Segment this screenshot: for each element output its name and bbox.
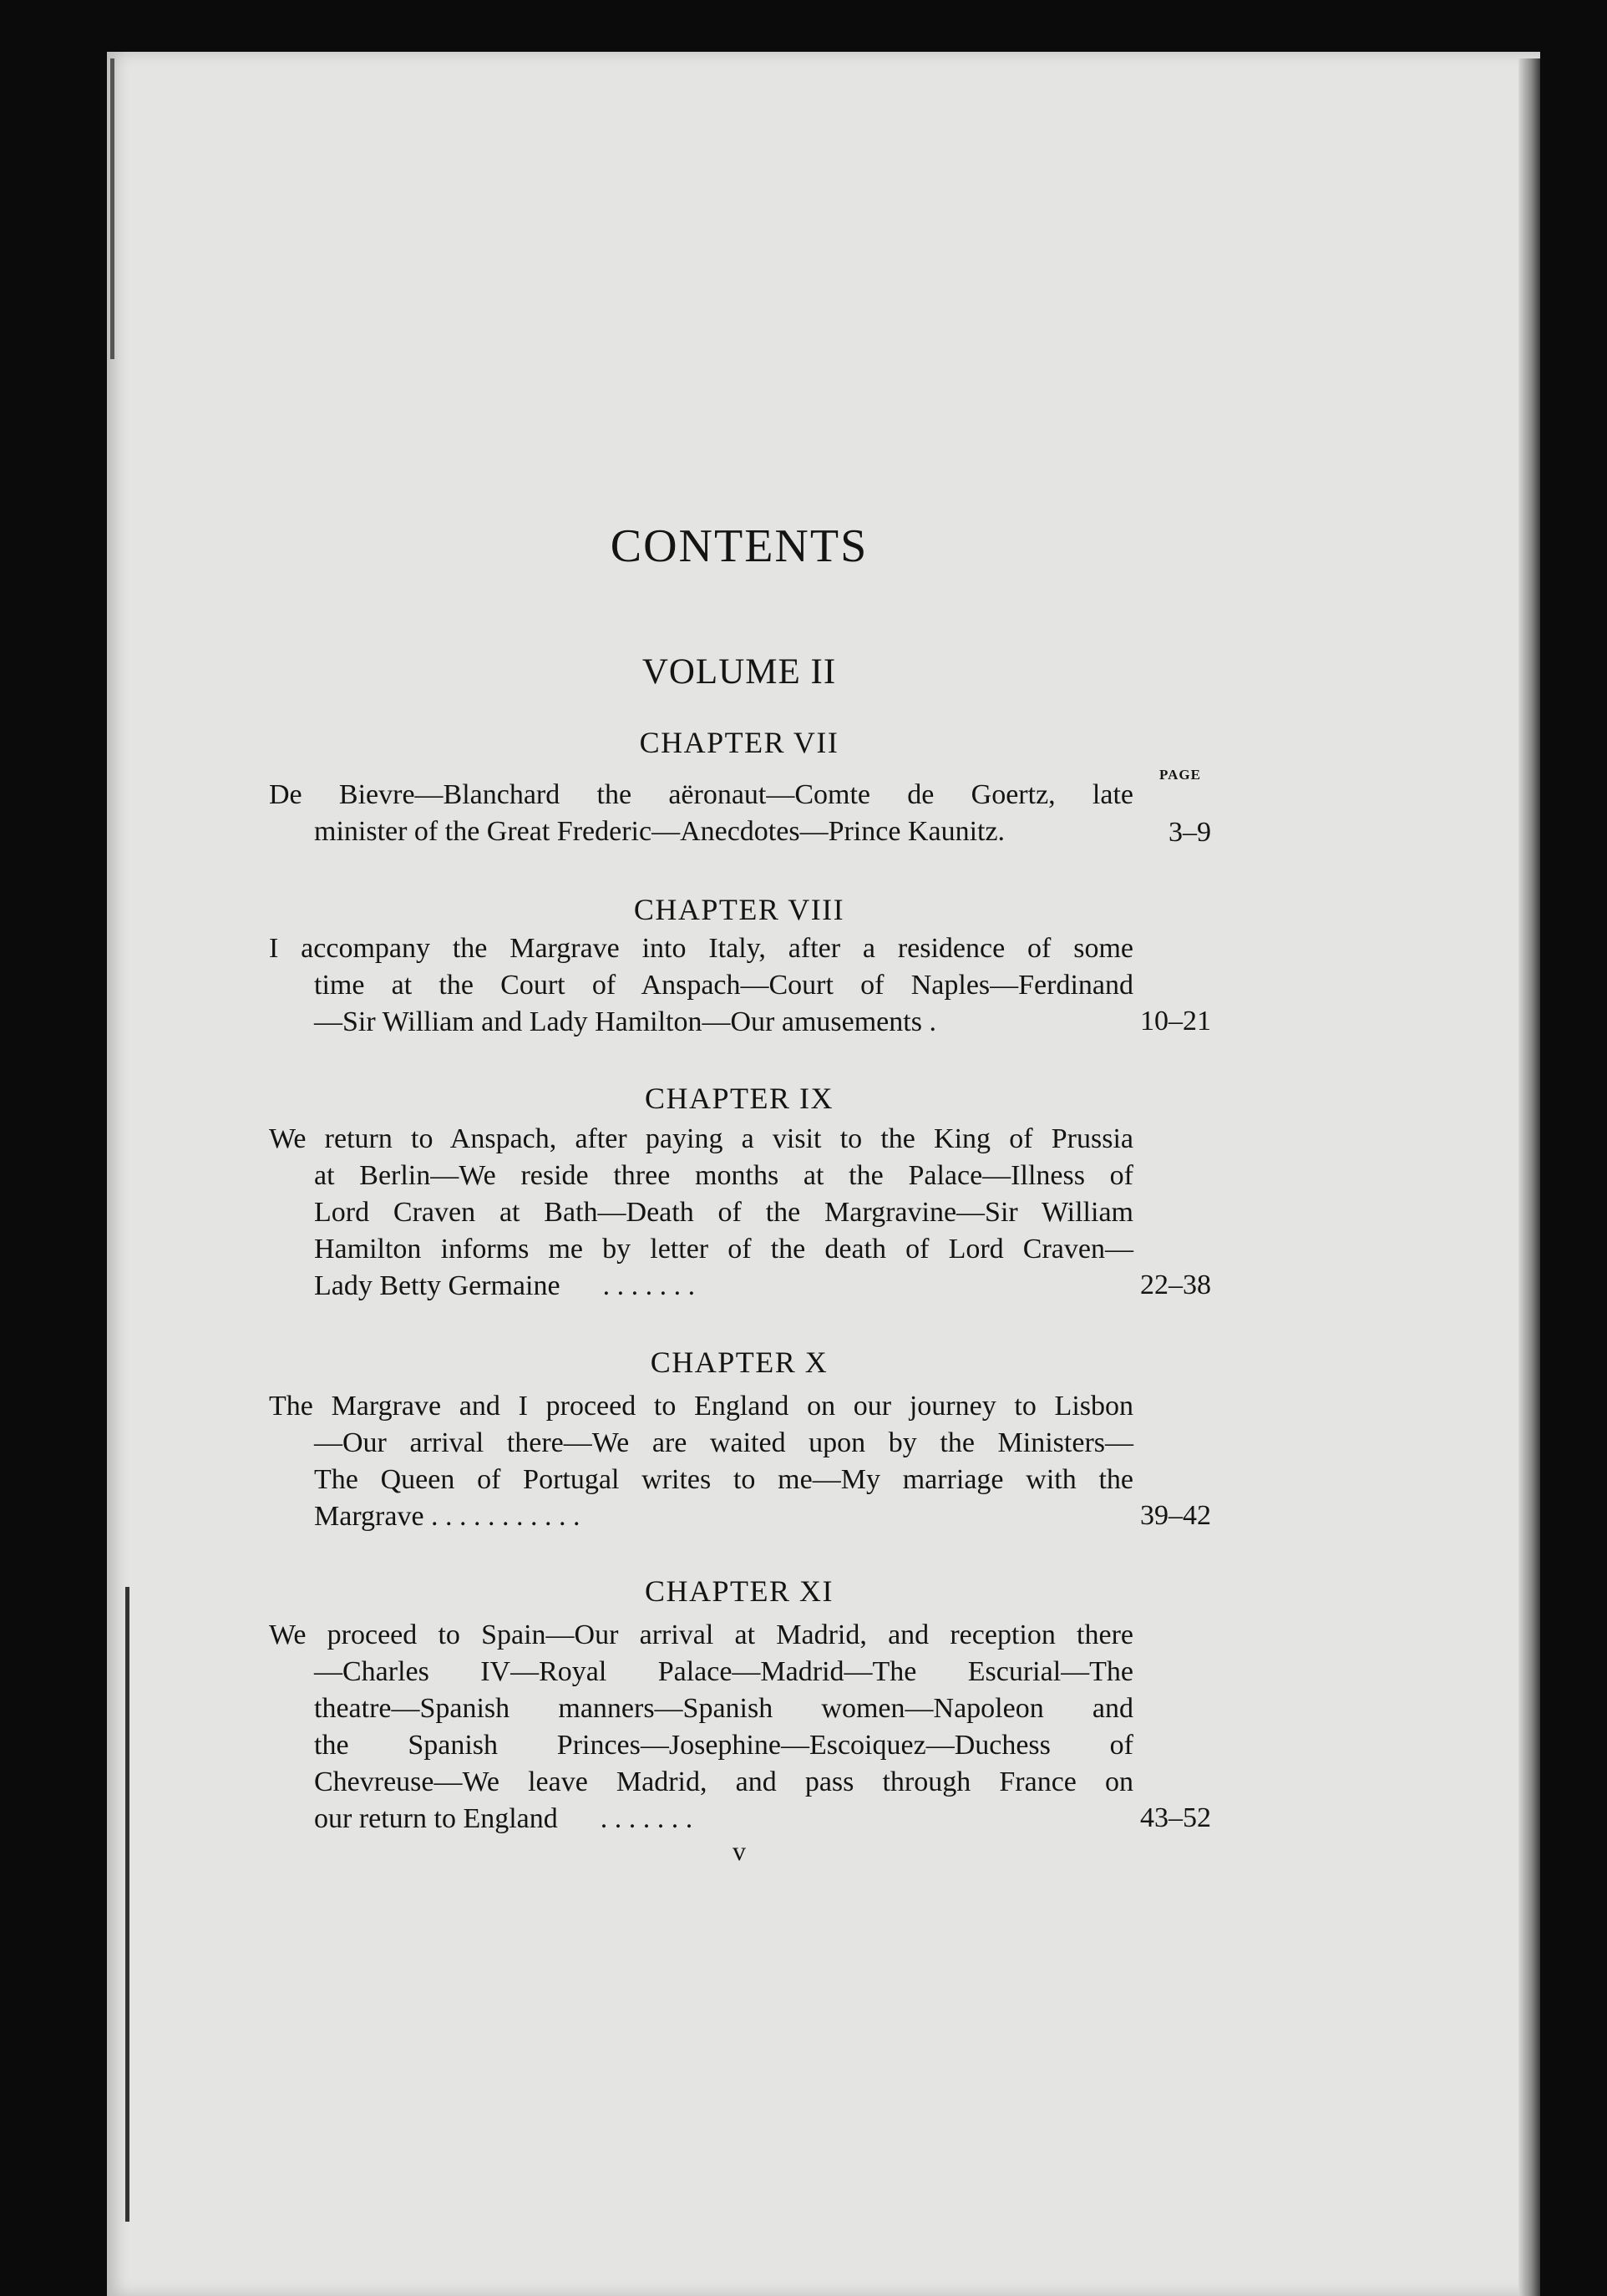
dot-leader: . . . . . . . [602,1270,696,1301]
chapter-summary [269,1121,1133,1305]
page-range: 3–9 [1168,817,1211,848]
summary-line-text: Lady Betty Germaine [314,1270,560,1301]
summary-line: minister of the Great Frederic—Anecdotes—Prince Kaunitz. [314,816,1006,847]
summary-line: Chevreuse—We leave Madrid, and pass through France on [314,1766,1133,1797]
contents-title: CONTENTS [610,520,869,572]
page-range: 39–42 [1140,1500,1211,1531]
summary-line: Lord Craven at Bath—Death of the Margravine—Sir William [314,1197,1133,1228]
chapter-heading: CHAPTER XI [644,1574,834,1608]
chapter-heading: CHAPTER VII [639,726,839,759]
chapter-heading: CHAPTER X [650,1346,829,1379]
page-range: 22–38 [1140,1270,1211,1300]
chapter-heading: CHAPTER VIII [633,893,845,926]
binding-edge [110,58,114,359]
summary-line: We proceed to Spain—Our arrival at Madrid, and reception there [269,1619,1133,1650]
summary-line: The Queen of Portugal writes to me—My marriage with the [314,1464,1133,1495]
summary-line: the Spanish Princes—Josephine—Escoiquez—Duchess of [314,1730,1133,1761]
summary-line: at Berlin—We reside three months at the Palace—Illness of [314,1160,1133,1191]
summary-line-text: Margrave [314,1501,424,1532]
summary-line: —Our arrival there—We are waited upon by the Ministers— [314,1427,1133,1458]
page-range: 43–52 [1140,1802,1211,1833]
chapter-heading: CHAPTER IX [644,1082,834,1115]
chapter-summary [269,777,1133,850]
summary-line: —Charles IV—Royal Palace—Madrid—The Escurial—The [314,1656,1133,1687]
summary-line: The Margrave and I proceed to England on our journey to Lisbon [269,1391,1133,1422]
summary-line: —Sir William and Lady Hamilton—Our amusements . [314,1006,936,1037]
page-range: 10–21 [1140,1006,1211,1036]
summary-line: De Bievre—Blanchard the aëronaut—Comte de Goertz, late [269,779,1133,810]
scan-background-right [1540,50,1607,2296]
summary-line: We return to Anspach, after paying a visit to the King of Prussia [269,1123,1133,1154]
dot-leader: . . . . . . . [600,1803,693,1834]
summary-line [269,1498,1133,1535]
volume-heading: VOLUME II [641,652,837,692]
summary-line: time at the Court of Anspach—Court of Naples—Ferdinand [314,970,1133,1001]
page-number: v [733,1836,746,1866]
summary-line-text: our return to England [314,1803,558,1834]
chapter-summary [269,930,1133,1041]
summary-line [269,1268,1133,1305]
summary-line: theatre—Spanish manners—Spanish women—Napoleon and [314,1693,1133,1724]
summary-line [269,1801,1133,1837]
page-right-edge [1518,58,1540,2296]
chapter-summary [269,1388,1133,1535]
chapter-summary [269,1617,1133,1837]
dot-leader: . . . . . . . . . . . [431,1501,580,1532]
summary-line: I accompany the Margrave into Italy, after a residence of some [269,933,1133,964]
binding-edge-lower [125,1587,129,2222]
summary-line: Hamilton informs me by letter of the death of Lord Craven— [314,1234,1133,1265]
page-column-label: PAGE [1159,767,1201,783]
